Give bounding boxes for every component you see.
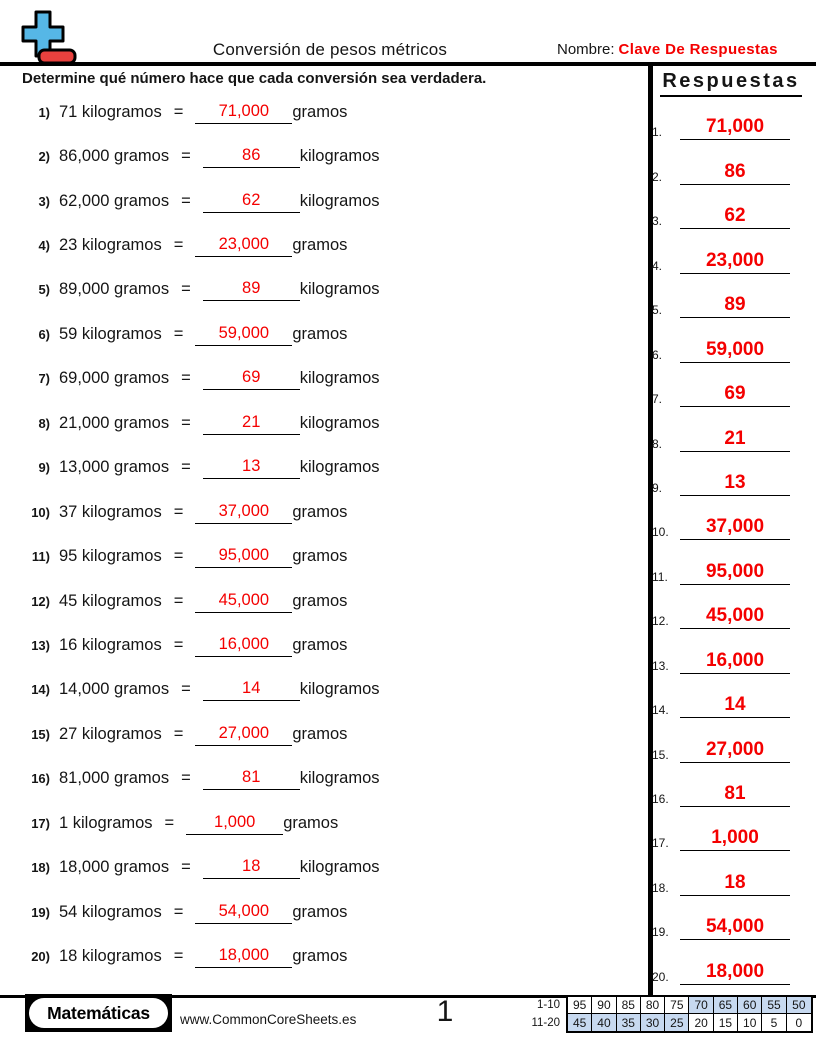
answer-value: 18 (680, 872, 790, 896)
score-range-labels (500, 997, 560, 1032)
answer-value: 27,000 (680, 739, 790, 763)
problem-given-value: 1 kilogramos (59, 813, 153, 832)
problem-number: 2) (38, 149, 50, 165)
answer-row (650, 185, 795, 229)
answer-row (650, 896, 795, 940)
answer-number: 15. (652, 747, 669, 762)
plus-minus-logo-icon (20, 8, 78, 68)
problem-given-value: 69,000 gramos (59, 369, 170, 388)
problem-given-value: 59 kilogramos (59, 324, 162, 343)
score-cell: 25 (665, 1014, 689, 1031)
equals-sign: = (173, 635, 184, 654)
answer-value: 13 (680, 472, 790, 496)
answer-value: 81 (680, 783, 790, 807)
problem-number: 1) (38, 104, 50, 120)
problem-unit: gramos (292, 591, 348, 610)
problem-row (16, 668, 641, 712)
answer-value: 1,000 (680, 827, 790, 851)
answer-row (650, 629, 795, 673)
score-cell: 5 (762, 1014, 786, 1031)
problem-answer-blank: 62 (203, 190, 300, 213)
answer-list (650, 96, 795, 985)
answer-number: 6. (652, 347, 663, 362)
answer-value: 37,000 (680, 516, 790, 540)
problem-row (16, 357, 641, 401)
problem-row (16, 446, 641, 490)
score-range-label-top: 1-10 (536, 999, 560, 1011)
problem-unit: gramos (292, 635, 348, 654)
problem-answer-blank: 69 (203, 367, 300, 390)
problem-unit: gramos (292, 947, 348, 966)
answer-value: 59,000 (680, 339, 790, 363)
problem-row (16, 845, 641, 889)
answer-number: 2. (652, 169, 663, 184)
problem-unit: kilogramos (299, 769, 380, 788)
answer-number: 12. (652, 614, 669, 629)
answer-number: 3. (652, 214, 663, 229)
problem-row (16, 712, 641, 756)
problem-given-value: 23 kilogramos (59, 236, 162, 255)
problem-number: 9) (38, 460, 50, 476)
problem-number: 12) (31, 593, 50, 609)
problem-answer-blank: 45,000 (195, 590, 292, 613)
answer-value: 89 (680, 294, 790, 318)
problem-unit: kilogramos (299, 280, 380, 299)
answer-number: 5. (652, 303, 663, 318)
problem-unit: gramos (283, 813, 339, 832)
brand-logo (20, 8, 78, 68)
score-cell: 55 (762, 997, 786, 1014)
answer-number: 16. (652, 792, 669, 806)
problem-given-value: 86,000 gramos (59, 147, 170, 166)
problem-number: 5) (38, 282, 50, 298)
equals-sign: = (173, 324, 184, 343)
problem-number: 18) (31, 860, 50, 876)
score-range-label-bottom: 11-20 (531, 1016, 560, 1029)
score-cell: 15 (714, 1014, 738, 1031)
problem-answer-blank: 16,000 (195, 634, 292, 657)
answer-value: 14 (680, 694, 790, 718)
problem-row (16, 890, 641, 934)
problem-row (16, 490, 641, 534)
answer-number: 4. (652, 258, 663, 273)
answer-row (650, 407, 795, 451)
problem-answer-blank: 13 (203, 456, 300, 479)
problem-answer-blank: 14 (203, 678, 300, 701)
problem-given-value: 71 kilogramos (59, 102, 162, 121)
problem-row (16, 934, 641, 978)
answer-row (650, 452, 795, 496)
score-cell: 45 (568, 1014, 592, 1031)
score-row-bottom (568, 1014, 811, 1031)
problem-number: 8) (38, 415, 50, 431)
equals-sign: = (181, 147, 191, 166)
score-cell: 0 (795, 1015, 803, 1030)
problem-given-value: 16 kilogramos (59, 635, 162, 654)
equals-sign: = (181, 280, 191, 299)
problem-answer-blank: 89 (203, 278, 300, 301)
equals-sign: = (181, 191, 191, 210)
answers-panel-header (656, 70, 806, 97)
answer-row (650, 496, 795, 540)
problem-row (16, 534, 641, 578)
problem-answer-blank: 86 (203, 145, 300, 168)
name-label: Nombre: (557, 41, 615, 58)
problem-answer-blank: 27,000 (195, 723, 292, 746)
score-cell: 50 (787, 997, 811, 1014)
problem-row (16, 312, 641, 356)
score-cell: 35 (617, 1014, 641, 1031)
problem-given-value: 37 kilogramos (59, 502, 162, 521)
problem-given-value: 81,000 gramos (59, 769, 170, 788)
answer-value: 54,000 (680, 916, 790, 940)
problem-row (16, 801, 641, 845)
brand-name: Matemáticas (29, 998, 168, 1028)
score-cell: 10 (738, 1014, 762, 1031)
name-area (557, 41, 778, 58)
answer-row (650, 718, 795, 762)
problem-row (16, 134, 641, 178)
equals-sign: = (181, 680, 191, 699)
problem-row (16, 401, 641, 445)
problem-unit: kilogramos (299, 147, 380, 166)
score-cell: 40 (592, 1014, 616, 1031)
equals-sign: = (173, 236, 184, 255)
equals-sign: = (173, 591, 184, 610)
problem-unit: kilogramos (299, 458, 380, 477)
score-cell: 80 (641, 997, 665, 1014)
problem-row (16, 223, 641, 267)
score-cell: 90 (592, 997, 616, 1014)
problem-number: 13) (31, 637, 50, 653)
answer-row (650, 585, 795, 629)
problem-unit: kilogramos (299, 858, 380, 877)
answer-row (650, 763, 795, 807)
equals-sign: = (173, 947, 184, 966)
problem-answer-blank: 95,000 (195, 545, 292, 568)
answer-value: 23,000 (680, 250, 790, 274)
answer-number: 11. (652, 569, 668, 584)
problem-unit: gramos (292, 324, 348, 343)
brand-badge (25, 994, 172, 1032)
problem-unit: gramos (292, 236, 348, 255)
answer-row (650, 274, 795, 318)
score-cell: 20 (689, 1014, 713, 1031)
score-cell: 75 (665, 997, 689, 1014)
answer-number: 17. (652, 836, 669, 851)
page-title: Conversión de pesos métricos (212, 40, 448, 59)
problem-number: 17) (31, 815, 50, 831)
equals-sign: = (181, 769, 191, 788)
problem-answer-blank: 18,000 (195, 945, 292, 968)
header-divider (0, 62, 816, 66)
answers-panel-title: Respuestas (660, 70, 801, 97)
equals-sign: = (173, 547, 184, 566)
equals-sign: = (173, 102, 184, 121)
problem-answer-blank: 81 (203, 767, 300, 790)
answer-value: 62 (680, 205, 790, 229)
equals-sign: = (173, 724, 184, 743)
problem-row (16, 268, 641, 312)
problem-number: 14) (31, 682, 50, 698)
answer-value: 69 (680, 383, 790, 407)
score-cell: 95 (568, 997, 592, 1014)
problem-given-value: 14,000 gramos (59, 680, 170, 699)
answer-row (650, 851, 795, 895)
problem-answer-blank: 23,000 (195, 234, 292, 257)
answer-value: 95,000 (680, 561, 790, 585)
answer-row (650, 318, 795, 362)
equals-sign: = (181, 413, 191, 432)
problem-answer-blank: 1,000 (186, 812, 283, 835)
score-row-top (568, 997, 811, 1014)
answer-row (650, 674, 795, 718)
answer-key-label: Clave De Respuestas (618, 41, 778, 58)
answer-value: 45,000 (680, 605, 790, 629)
problem-number: 10) (31, 504, 50, 520)
answer-row (650, 229, 795, 273)
score-table (566, 995, 813, 1033)
problem-number: 6) (38, 326, 50, 342)
problem-row (16, 757, 641, 801)
problem-given-value: 21,000 gramos (59, 413, 170, 432)
answer-number: 20. (652, 969, 669, 984)
answer-value: 21 (680, 428, 790, 452)
problem-given-value: 45 kilogramos (59, 591, 162, 610)
problem-answer-blank: 21 (203, 412, 300, 435)
problem-unit: kilogramos (299, 680, 380, 699)
problem-number: 15) (31, 726, 50, 742)
score-cell: 85 (617, 997, 641, 1014)
problem-list (16, 90, 641, 979)
problem-unit: gramos (292, 902, 348, 921)
problem-answer-blank: 37,000 (195, 501, 292, 524)
problem-given-value: 62,000 gramos (59, 191, 170, 210)
problem-number: 11) (31, 549, 50, 565)
answer-row (650, 140, 795, 184)
equals-sign: = (173, 502, 184, 521)
score-cell: 60 (738, 997, 762, 1014)
problem-unit: gramos (292, 547, 348, 566)
problem-row (16, 179, 641, 223)
problem-given-value: 54 kilogramos (59, 902, 162, 921)
answer-number: 1. (652, 125, 663, 140)
answer-row (650, 940, 795, 984)
score-cell: 65 (714, 997, 738, 1014)
problem-unit: gramos (292, 724, 348, 743)
answer-number: 13. (652, 658, 669, 673)
page-number: 1 (436, 995, 454, 1028)
problem-number: 7) (38, 371, 50, 387)
problem-number: 19) (31, 904, 50, 920)
problem-unit: gramos (292, 502, 348, 521)
score-cell: 30 (641, 1014, 665, 1031)
problem-number: 16) (31, 771, 50, 787)
answer-number: 9. (652, 480, 663, 495)
answer-value: 71,000 (680, 116, 790, 140)
problem-unit: gramos (292, 102, 348, 121)
problem-answer-blank: 59,000 (195, 323, 292, 346)
problem-row (16, 623, 641, 667)
equals-sign: = (181, 858, 191, 877)
problem-row (16, 90, 641, 134)
equals-sign: = (173, 902, 184, 921)
answer-value: 86 (680, 161, 790, 185)
problem-unit: kilogramos (299, 413, 380, 432)
answer-number: 7. (652, 392, 663, 407)
problem-answer-blank: 71,000 (195, 101, 292, 124)
problem-given-value: 13,000 gramos (59, 458, 170, 477)
answer-row (650, 540, 795, 584)
site-url: www.CommonCoreSheets.es (180, 1012, 357, 1027)
problem-number: 3) (38, 193, 50, 209)
instruction-text: Determine qué número hace que cada conversión sea verdadera. (22, 70, 487, 87)
answer-value: 16,000 (680, 650, 790, 674)
answer-number: 18. (652, 880, 669, 895)
problem-given-value: 95 kilogramos (59, 547, 162, 566)
problem-number: 4) (38, 238, 50, 254)
problem-given-value: 18 kilogramos (59, 947, 162, 966)
problem-number: 20) (31, 949, 50, 965)
answer-number: 8. (652, 436, 663, 451)
problem-row (16, 579, 641, 623)
equals-sign: = (181, 369, 191, 388)
problem-answer-blank: 18 (203, 856, 300, 879)
answer-row (650, 363, 795, 407)
problem-unit: kilogramos (299, 191, 380, 210)
answer-row (650, 807, 795, 851)
problem-given-value: 18,000 gramos (59, 858, 170, 877)
answer-number: 10. (652, 525, 669, 540)
answer-value: 18,000 (680, 961, 790, 985)
problem-given-value: 89,000 gramos (59, 280, 170, 299)
answer-row (650, 96, 795, 140)
score-cell: 70 (689, 997, 713, 1014)
answer-number: 19. (652, 925, 669, 940)
equals-sign: = (164, 813, 175, 832)
answer-number: 14. (652, 703, 669, 718)
equals-sign: = (181, 458, 191, 477)
problem-answer-blank: 54,000 (195, 901, 292, 924)
problem-given-value: 27 kilogramos (59, 724, 162, 743)
problem-unit: kilogramos (299, 369, 380, 388)
